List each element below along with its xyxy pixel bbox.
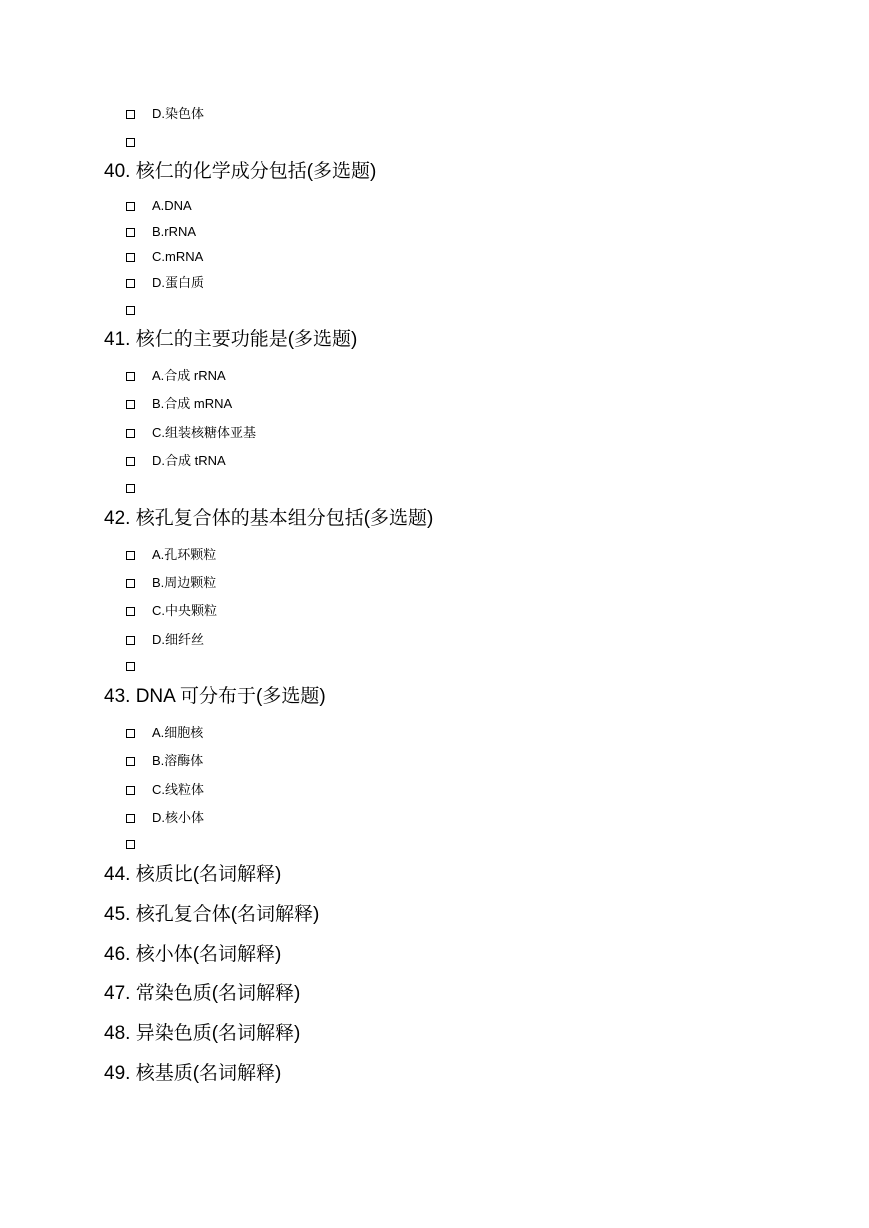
option-label: D.染色体 <box>152 106 205 121</box>
question-title: 43. DNA 可分布于(多选题) <box>104 686 326 707</box>
checkbox[interactable] <box>126 372 135 381</box>
option-label: C.线粒体 <box>152 782 205 797</box>
answer-option[interactable] <box>126 300 152 320</box>
answer-option[interactable] <box>126 273 204 293</box>
checkbox[interactable] <box>126 757 135 766</box>
checkbox[interactable] <box>126 662 135 671</box>
checkbox[interactable] <box>126 579 135 588</box>
checkbox[interactable] <box>126 484 135 493</box>
option-label: C.中央颗粒 <box>152 603 218 618</box>
answer-option[interactable] <box>126 723 203 743</box>
option-label: D.蛋白质 <box>152 275 205 290</box>
answer-option[interactable] <box>126 394 232 414</box>
question-title: 42. 核孔复合体的基本组分包括(多选题) <box>104 508 434 529</box>
answer-option[interactable] <box>126 366 226 386</box>
option-label: A.合成 rRNA <box>152 368 226 383</box>
option-label: D.合成 tRNA <box>152 453 226 468</box>
answer-option[interactable] <box>126 656 152 676</box>
checkbox[interactable] <box>126 786 135 795</box>
option-label: C.组装核糖体亚基 <box>152 425 257 440</box>
checkbox[interactable] <box>126 306 135 315</box>
checkbox[interactable] <box>126 729 135 738</box>
checkbox[interactable] <box>126 814 135 823</box>
option-label: B.溶酶体 <box>152 753 204 768</box>
option-label: B.周边颗粒 <box>152 575 217 590</box>
checkbox[interactable] <box>126 253 135 262</box>
answer-option[interactable] <box>126 601 217 621</box>
answer-option[interactable] <box>126 222 196 242</box>
answer-option[interactable] <box>126 247 203 267</box>
option-label: B.合成 mRNA <box>152 396 233 411</box>
checkbox[interactable] <box>126 228 135 237</box>
answer-option[interactable] <box>126 478 152 498</box>
checkbox[interactable] <box>126 138 135 147</box>
option-label: C.mRNA <box>152 249 204 264</box>
option-label: A.DNA <box>152 198 192 213</box>
answer-option[interactable] <box>126 780 204 800</box>
checkbox[interactable] <box>126 636 135 645</box>
option-label: A.孔环颗粒 <box>152 547 217 562</box>
answer-option[interactable] <box>126 630 204 650</box>
answer-option[interactable] <box>126 808 204 828</box>
option-label: A.细胞核 <box>152 725 204 740</box>
question-title: 48. 异染色质(名词解释) <box>104 1023 301 1044</box>
checkbox[interactable] <box>126 202 135 211</box>
answer-option[interactable] <box>126 196 192 216</box>
question-title: 45. 核孔复合体(名词解释) <box>104 904 320 925</box>
answer-option[interactable] <box>126 132 152 152</box>
question-title: 41. 核仁的主要功能是(多选题) <box>104 329 358 350</box>
question-title: 44. 核质比(名词解释) <box>104 864 282 885</box>
question-title: 46. 核小体(名词解释) <box>104 944 282 965</box>
option-label: D.细纤丝 <box>152 632 205 647</box>
option-label: B.rRNA <box>152 224 197 239</box>
checkbox[interactable] <box>126 429 135 438</box>
checkbox[interactable] <box>126 457 135 466</box>
answer-option[interactable] <box>126 751 203 771</box>
checkbox[interactable] <box>126 110 135 119</box>
checkbox[interactable] <box>126 840 135 849</box>
answer-option[interactable] <box>126 573 216 593</box>
option-label: D.核小体 <box>152 810 205 825</box>
answer-option[interactable] <box>126 451 226 471</box>
checkbox[interactable] <box>126 607 135 616</box>
answer-option[interactable] <box>126 104 204 124</box>
answer-option[interactable] <box>126 423 256 443</box>
answer-option[interactable] <box>126 834 152 854</box>
answer-option[interactable] <box>126 545 216 565</box>
question-title: 47. 常染色质(名词解释) <box>104 983 301 1004</box>
question-title: 40. 核仁的化学成分包括(多选题) <box>104 161 377 182</box>
checkbox[interactable] <box>126 279 135 288</box>
checkbox[interactable] <box>126 400 135 409</box>
checkbox[interactable] <box>126 551 135 560</box>
question-title: 49. 核基质(名词解释) <box>104 1063 282 1084</box>
